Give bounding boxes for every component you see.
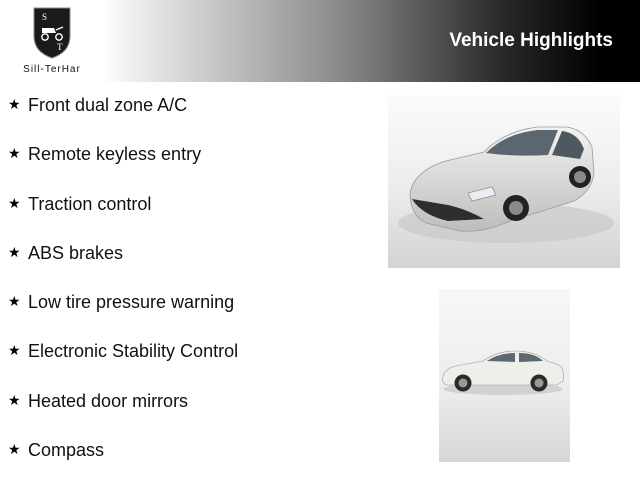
shield-letter-t: T	[57, 42, 63, 52]
feature-item	[8, 291, 238, 340]
feature-label: Low tire pressure warning	[28, 292, 235, 313]
feature-label: Compass	[28, 440, 105, 461]
feature-label: Remote keyless entry	[28, 144, 202, 165]
star-icon: ★	[8, 441, 21, 458]
feature-item	[8, 390, 238, 439]
dealer-logo	[0, 0, 104, 82]
feature-item	[8, 242, 238, 291]
feature-label: Electronic Stability Control	[28, 341, 239, 362]
shield-logo-icon	[32, 6, 72, 60]
feature-label: Traction control	[28, 193, 152, 214]
feature-label: Front dual zone A/C	[28, 95, 188, 115]
page-title: Vehicle Highlights	[449, 30, 613, 51]
star-icon: ★	[8, 243, 21, 260]
star-icon: ★	[8, 194, 21, 211]
star-icon: ★	[8, 342, 21, 359]
star-icon: ★	[8, 391, 21, 408]
logo-text: Sill-TerHar	[23, 64, 81, 75]
feature-list	[8, 94, 238, 488]
feature-item	[8, 94, 238, 143]
feature-item	[8, 439, 238, 488]
header-banner	[0, 0, 640, 82]
star-icon: ★	[8, 96, 21, 112]
vehicle-photo-front	[388, 95, 620, 268]
star-icon: ★	[8, 293, 21, 310]
feature-item	[8, 143, 238, 192]
vehicle-photo-side	[439, 289, 570, 462]
feature-item	[8, 193, 238, 242]
feature-label: Heated door mirrors	[28, 390, 189, 411]
feature-item	[8, 340, 238, 389]
feature-label: ABS brakes	[28, 242, 124, 263]
star-icon: ★	[8, 145, 21, 162]
shield-letter-s: S	[42, 12, 48, 22]
